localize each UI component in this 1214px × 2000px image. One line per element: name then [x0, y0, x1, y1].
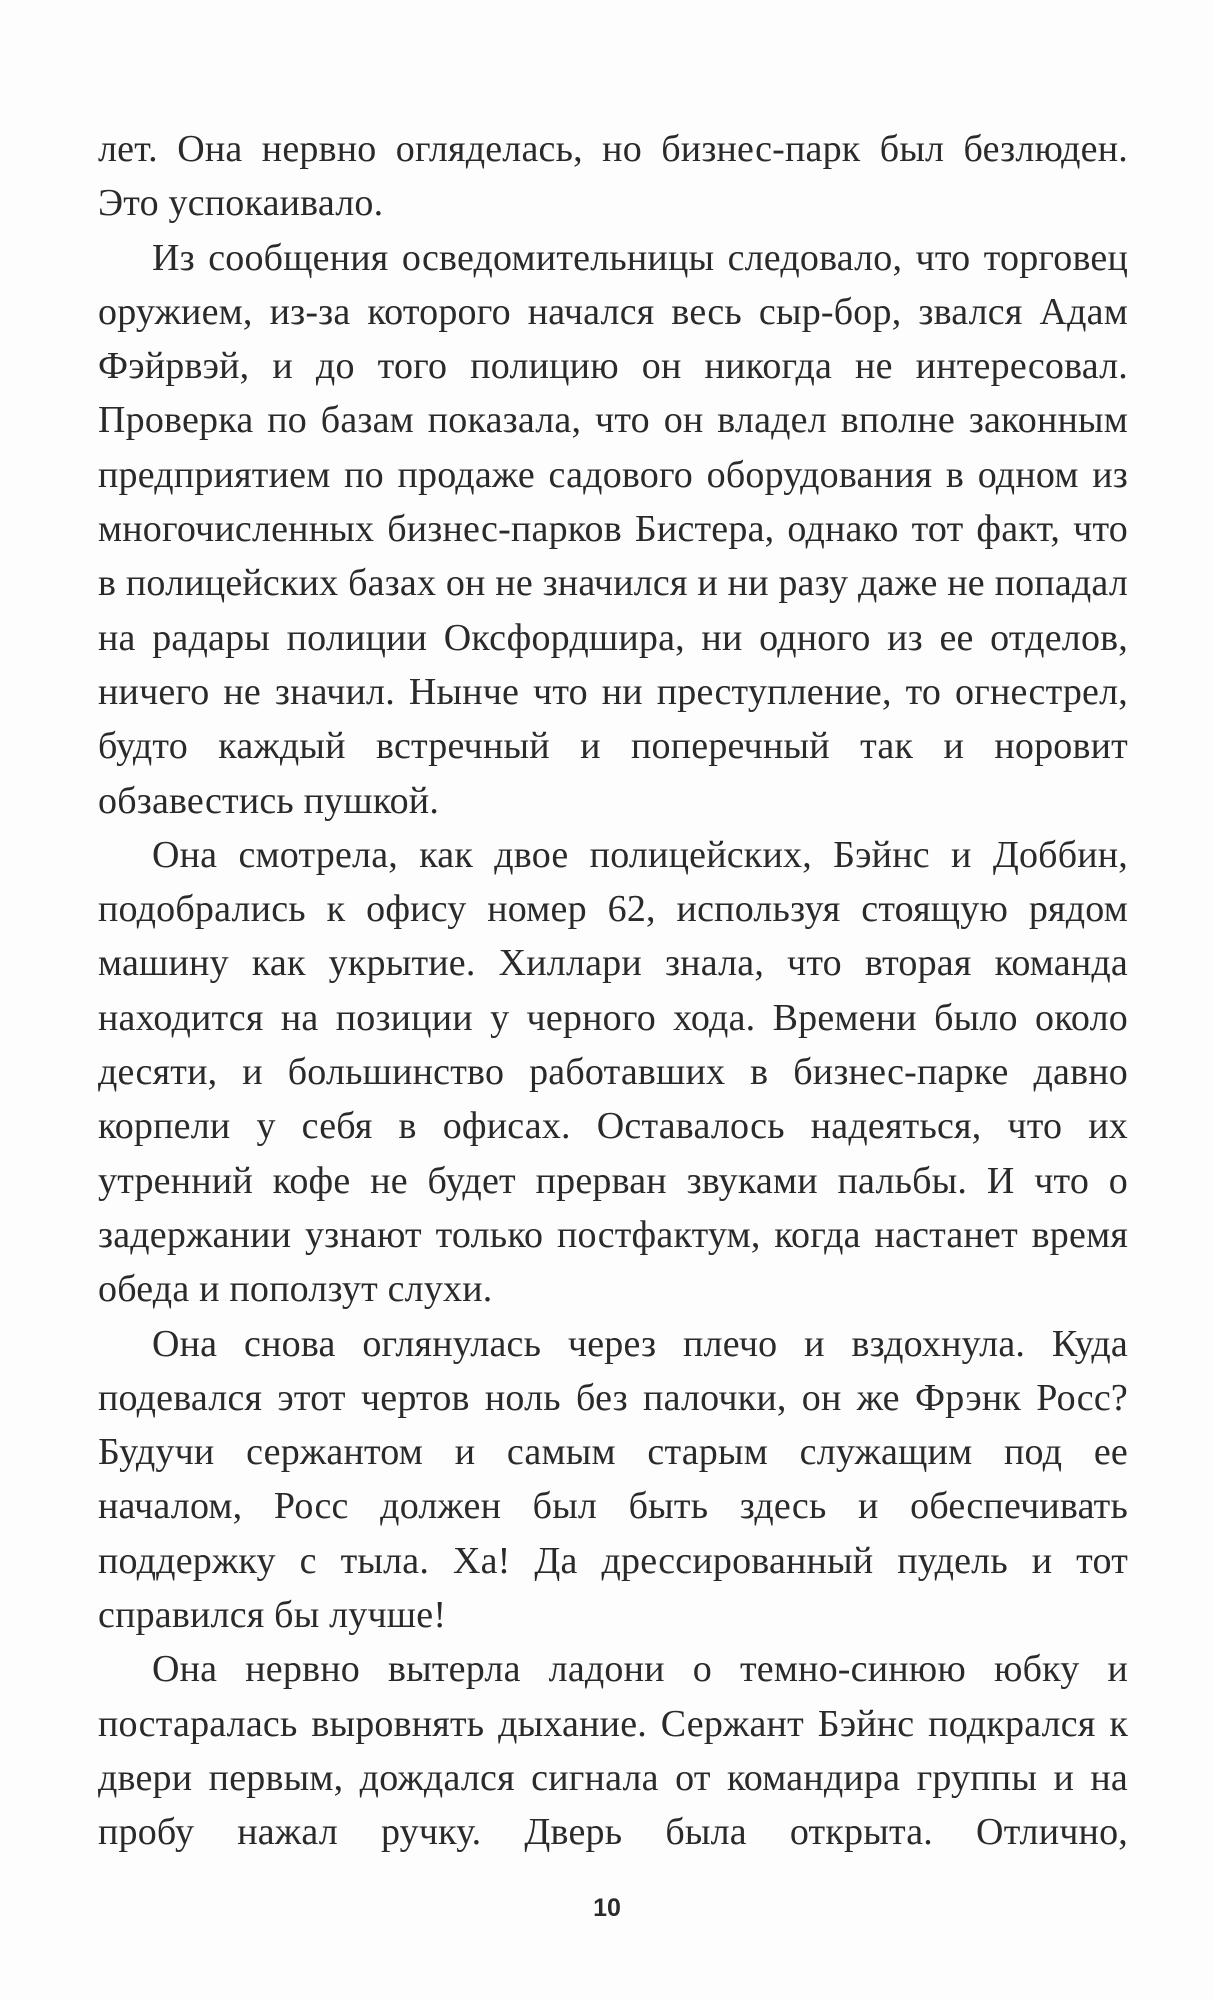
paragraph-door: Она нервно вытерла ладони о темно-синюю юбку и постаралась выровнять дыхание. Сержант Бэйнс подкрался к двери первым, дождался сигнала от командира группы и на пробу нажал ручку. Дверь была открыта. Отлично, — [98, 1648, 1128, 1854]
body-text — [98, 122, 1128, 1860]
paragraph-approach: Она смотрела, как двое полицейских, Бэйнс и Доббин, подобрались к офису номер 62, используя стоящую рядом машину как укрытие. Хиллари знала, что вторая команда находится на позиции у черного хода. Времени было около десяти, и большинство работавших в бизнес-парке давно корпели у себя в офисах. Оставалось надеяться, что их утренний кофе не будет прерван звуками пальбы. И что о задержании узнают только постфактум, когда настанет время обеда и поползут слухи. — [98, 833, 1128, 1311]
paragraph-continuation: лет. Она нервно огляделась, но бизнес-парк был безлюден. Это успокаивало. — [98, 128, 1128, 225]
paragraph-ross: Она снова оглянулась через плечо и вздохнула. Куда подевался этот чертов ноль без палочки, он же Фрэнк Росс? Будучи сержантом и самым старым служащим под ее началом, Росс должен был быть здесь и обеспечивать поддержку с тыла. Ха! Да дрессированный пудель и тот справился бы лучше! — [98, 1322, 1128, 1637]
page-number: 10 — [593, 1894, 621, 1922]
paragraph-informant: Из сообщения осведомительницы следовало, что торговец оружием, из-за которого начался весь сыр-бор, звался Адам Фэйрвэй, и до того полицию он никогда не интересовал. Проверка по базам показала, что он владел вполне законным предприятием по продаже садового оборудования в одном из многочисленных бизнес-парков Бистера, однако тот факт, что в полицейских базах он не значился и ни разу даже не попадал на радары полиции Оксфордшира, ни одного из ее отделов, ничего не значил. Нынче что ни преступление, то огнестрел, будто каждый встречный и поперечный так и норовит обзавестись пушкой. — [98, 236, 1128, 822]
